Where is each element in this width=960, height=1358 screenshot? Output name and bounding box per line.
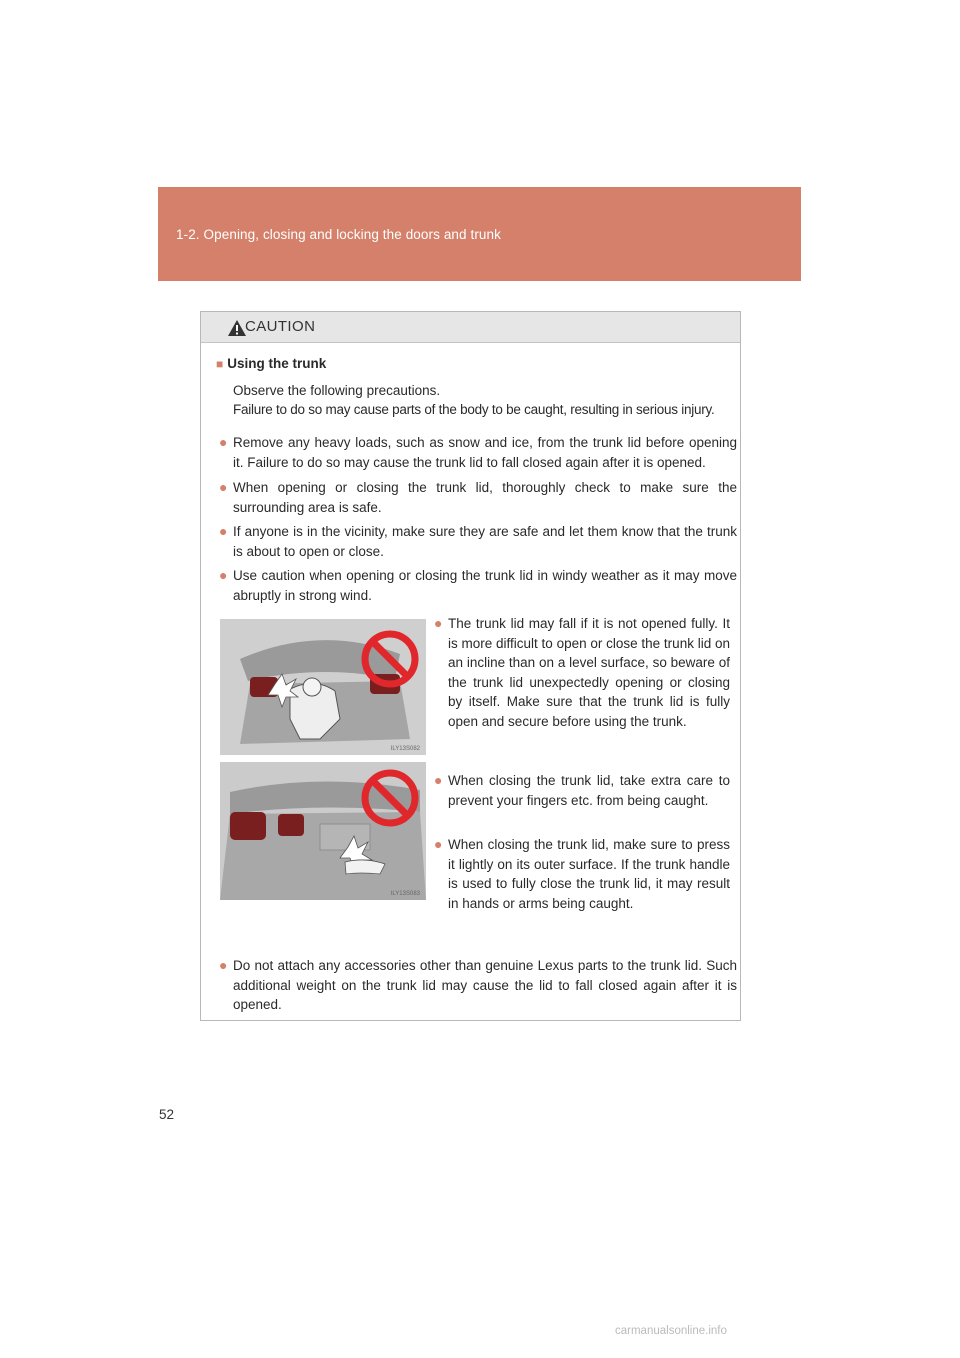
list-item: ● The trunk lid may fall if it is not opened fully. It is more difficult to open or close the trunk lid on an incline than on a level surface, so beware of the trunk lid unexpectedly opening or closing by itself. Make sure that the trunk lid is fully open and secure before using the trunk. <box>434 615 730 729</box>
list-item: ● When opening or closing the trunk lid, thoroughly check to make sure the surrounding area is safe. <box>219 479 737 515</box>
image-code: ILY13S083 <box>390 891 420 897</box>
bullet-icon: ● <box>219 434 228 450</box>
caution-box <box>200 311 741 1021</box>
bullet-icon: ● <box>219 567 228 583</box>
warning-icon <box>227 319 247 337</box>
intro-line: Observe the following precautions. <box>233 383 441 398</box>
caution-header <box>201 312 740 343</box>
prohibited-icon <box>360 629 420 689</box>
watermark: carmanualsonline.info <box>615 1325 727 1337</box>
bullet-icon: ● <box>434 615 443 631</box>
bullet-icon: ● <box>219 957 228 973</box>
trunk-close-illustration <box>220 762 426 900</box>
intro-line: Failure to do so may cause parts of the body to be caught, resulting in serious injury. <box>233 402 715 417</box>
list-item: ● Remove any heavy loads, such as snow and ice, from the trunk lid before opening it. Failure to do so may cause the trunk lid to fall closed again after it is opened. <box>219 434 737 470</box>
caution-title: CAUTION <box>245 318 316 335</box>
prohibited-icon <box>360 768 420 828</box>
list-item: ● If anyone is in the vicinity, make sure they are safe and let them know that the trunk is about to open or close. <box>219 523 737 559</box>
bullet-icon: ● <box>219 479 228 495</box>
list-item: ● Use caution when opening or closing the trunk lid in windy weather as it may move abruptly in strong wind. <box>219 567 737 603</box>
list-item: ● Do not attach any accessories other than genuine Lexus parts to the trunk lid. Such additional weight on the trunk lid may cause the lid to fall closed again after it is opened. <box>219 957 737 1012</box>
square-bullet-icon: ■ <box>216 357 224 371</box>
bullet-icon: ● <box>434 836 443 852</box>
image-code: ILY13S082 <box>390 746 420 752</box>
bullet-icon: ● <box>434 772 443 788</box>
list-item: ● When closing the trunk lid, make sure to press it lightly on its outer surface. If the trunk handle is used to fully close the trunk lid, it may result in hands or arms being caught. <box>434 836 730 911</box>
trunk-lid-illustration <box>220 619 426 755</box>
list-item: ● When closing the trunk lid, take extra care to prevent your fingers etc. from being caught. <box>434 772 730 808</box>
section-title: 1-2. Opening, closing and locking the doors and trunk <box>176 227 502 242</box>
section-header <box>158 187 801 281</box>
page-number: 52 <box>159 1107 175 1122</box>
subsection-title: ■ Using the trunk <box>216 356 327 371</box>
bullet-icon: ● <box>219 523 228 539</box>
